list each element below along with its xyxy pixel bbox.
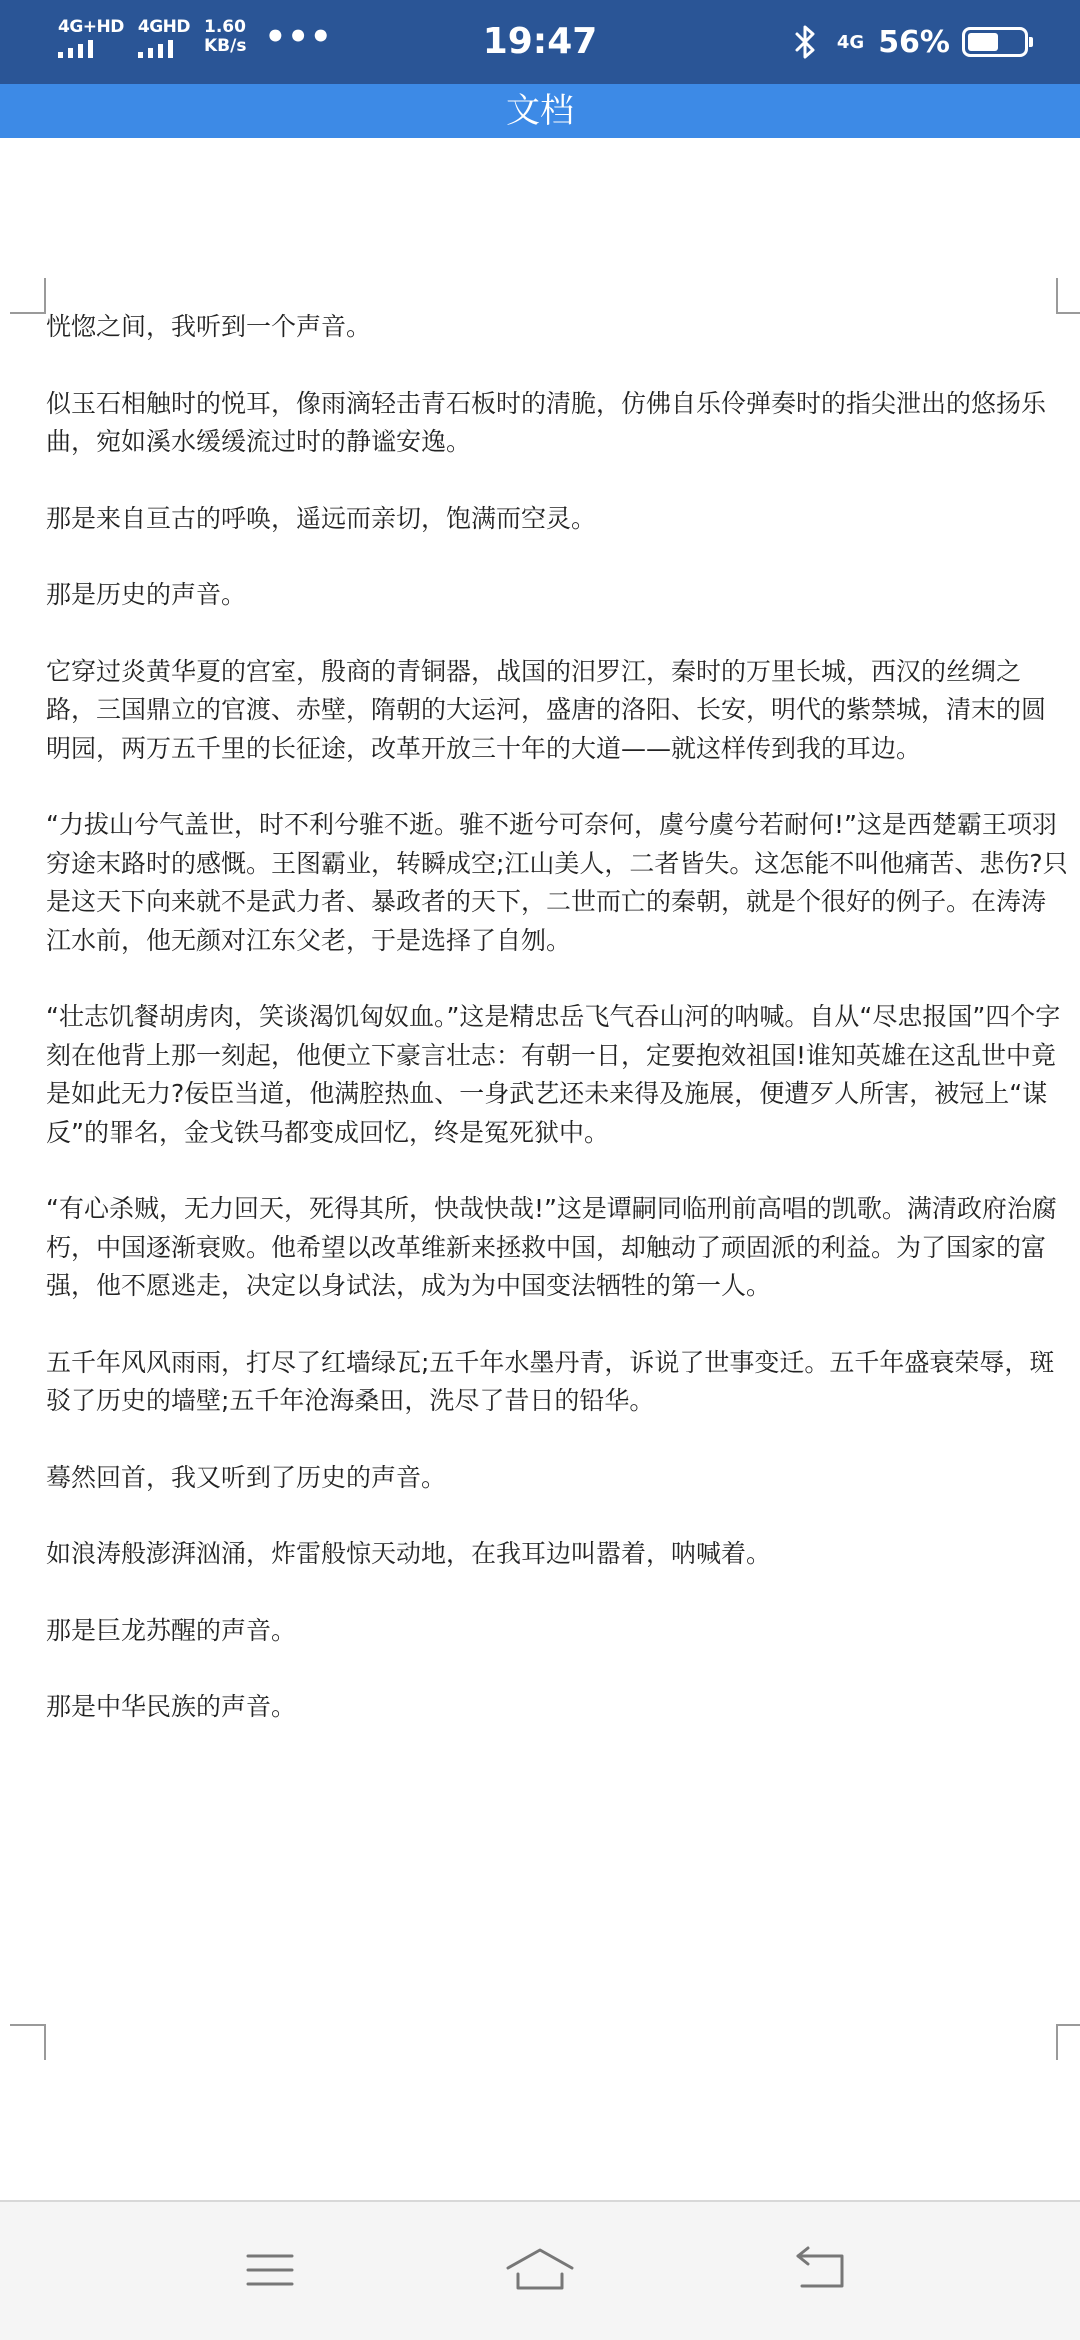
- paragraph: “有心杀贼，无力回天，死得其所，快哉快哉!”这是谭嗣同临刑前高唱的凯歌。满清政府治腐朽，中国逐渐衰败。他希望以改革维新来拯救中国，却触动了顽固派的利益。为了国家的富强，他不愿逃走，决定以身试法，成为为中国变法牺牲的第一人。: [46, 1194, 1057, 1300]
- home-icon: [500, 2238, 580, 2302]
- document-view[interactable]: [0, 138, 1080, 2200]
- page-corner-mark-bottom-left: [10, 2024, 46, 2060]
- paragraph: 那是历史的声音。: [46, 580, 247, 609]
- paragraph: 似玉石相触时的悦耳，像雨滴轻击青石板时的清脆，仿佛自乐伶弹奏时的指尖泄出的悠扬乐曲，宛如溪水缓缓流过时的静谧安逸。: [46, 388, 1047, 456]
- paragraph: 恍惚之间，我听到一个声音。: [46, 312, 372, 341]
- battery-percent: 56%: [878, 24, 950, 60]
- status-bar: [0, 0, 1080, 84]
- speed-unit: KB/s: [204, 36, 247, 56]
- status-time: 19:47: [482, 21, 598, 62]
- bluetooth-icon: [793, 24, 817, 60]
- paragraph: “壮志饥餐胡虏肉，笑谈渴饥匈奴血。”这是精忠岳飞气吞山河的呐喊。自从“尽忠报国”四个字刻在他背上那一刻起，他便立下豪言壮志：有朝一日，定要抱效祖国!谁知英雄在这乱世中竟是如此无力?佞臣当道，他满腔热血、一身武艺还未来得及施展，便遭歹人所害，被冠上“谋反”的罪名，金戈铁马都变成回忆，终是冤死狱中。: [46, 1002, 1061, 1147]
- system-nav-bar: [0, 2200, 1080, 2340]
- battery-tip: [1029, 37, 1033, 47]
- document-body: [46, 308, 1068, 1765]
- back-icon: [782, 2238, 862, 2302]
- speed-value: 1.60: [204, 17, 246, 37]
- paragraph: 那是巨龙苏醒的声音。: [46, 1615, 297, 1645]
- page-title: 文档: [0, 84, 1080, 138]
- status-right-group: [793, 20, 1028, 64]
- page-corner-mark-top-left: [10, 278, 46, 314]
- paragraph: “力拔山兮气盖世，时不利兮骓不逝。骓不逝兮可奈何，虞兮虞兮若耐何!”这是西楚霸王项羽穷途末路时的感慨。王图霸业，转瞬成空;江山美人，二者皆失。这怎能不叫他痛苦、悲伤?只是这天下向来就不是武力者、暴政者的天下，二世而亡的秦朝，就是个很好的例子。在涛涛江水前，他无颜对江东父老，于是选择了自刎。: [46, 810, 1068, 955]
- battery-icon: [962, 27, 1028, 57]
- battery-fill: [968, 33, 998, 51]
- home-button[interactable]: [500, 2238, 580, 2302]
- back-button[interactable]: [782, 2238, 862, 2302]
- paragraph: 如浪涛般澎湃汹涌，炸雷般惊天动地，在我耳边叫嚣着，呐喊着。: [46, 1539, 772, 1568]
- paragraph: 那是来自亘古的呼唤，遥远而亲切，饱满而空灵。: [46, 503, 597, 533]
- more-notifications-icon: •••: [264, 17, 333, 57]
- network-right-label: 4G: [836, 31, 865, 53]
- paragraph: 那是中华民族的声音。: [46, 1692, 297, 1721]
- paragraph: 它穿过炎黄华夏的宫室，殷商的青铜器，战国的汨罗江，秦时的万里长城，西汉的丝绸之路，三国鼎立的官渡、赤壁，隋朝的大运河，盛唐的洛阳、长安，明代的紫禁城，清末的圆明园，两万五千里的长征途，改革开放三十年的大道——就这样传到我的耳边。: [46, 656, 1047, 763]
- network-label-2: 4GHD: [137, 17, 190, 37]
- network-label-1: 4G+HD: [58, 17, 124, 37]
- menu-button[interactable]: [230, 2238, 310, 2302]
- paragraph: 五千年风风雨雨，打尽了红墙绿瓦;五千年水墨丹青，诉说了世事变迁。五千年盛衰荣辱，斑驳了历史的墙壁;五千年沧海桑田，洗尽了昔日的铅华。: [46, 1347, 1055, 1415]
- page-corner-mark-bottom-right: [1056, 2024, 1080, 2060]
- menu-icon: [230, 2238, 310, 2302]
- paragraph: 蓦然回首，我又听到了历史的声音。: [46, 1462, 447, 1492]
